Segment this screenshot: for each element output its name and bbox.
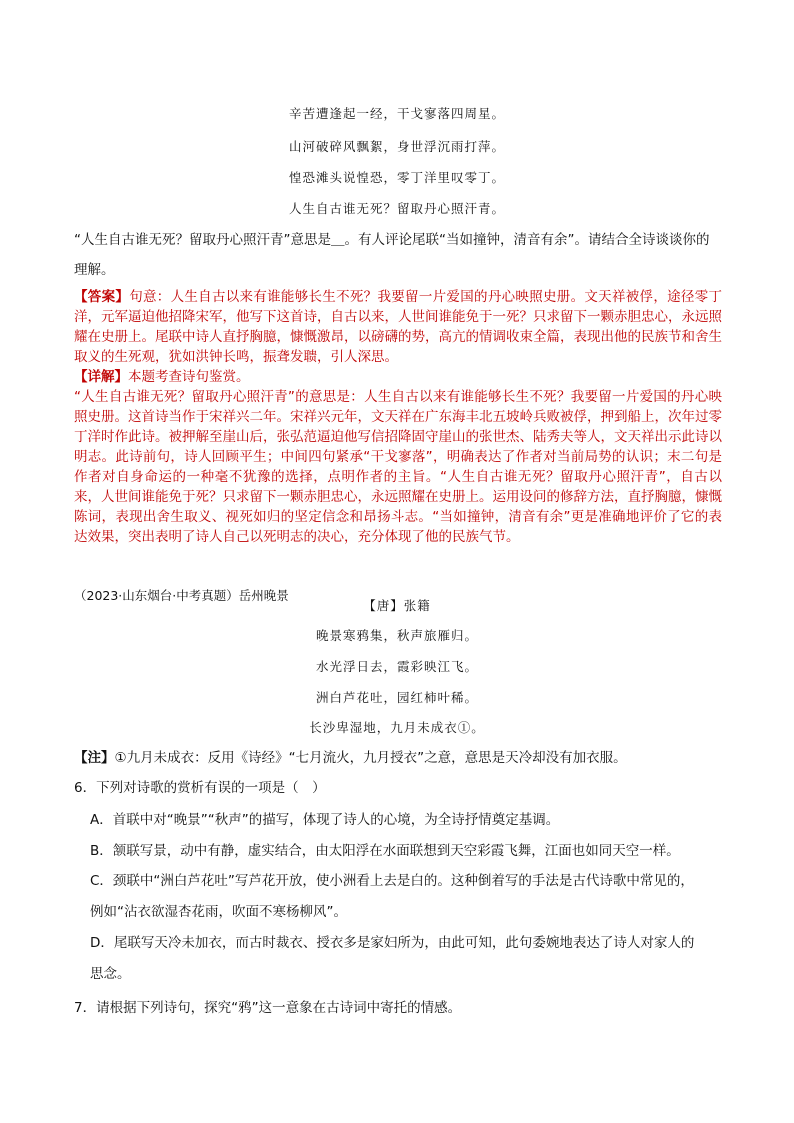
poem2-line-1: 晚景寒鸦集，秋声旅雁归。 [315, 628, 478, 643]
q6-option-d-line-2: 思念。 [90, 966, 131, 982]
poem2-author: 【唐】张籍 [363, 598, 431, 613]
detail-block [74, 367, 722, 547]
poem2-title: 岳州晚景 [238, 588, 289, 603]
detail-intro: 本题考查诗句鉴赏。 [128, 369, 250, 385]
answer-label: 【答案】 [74, 289, 130, 305]
q7-stem: 7．请根据下列诗句，探究“鸦”这一意象在古诗词中寄托的情感。 [74, 1000, 462, 1016]
question-text [74, 225, 722, 285]
answer-block [74, 287, 722, 367]
poem1-line-4: 人生自古谁无死？留取丹心照汗青。 [288, 201, 505, 216]
poem2-line-2: 水光浮日去，霞彩映江飞。 [315, 659, 478, 674]
source-prefix: （2023·山东烟台·中考真题） [74, 588, 239, 603]
question-line-1: “人生自古谁无死？留取丹心照汗青”意思是＿。有人评论尾联“当如撞钟，清音有余”。请结合全诗谈谈你的 [74, 232, 710, 248]
detail-label: 【详解】 [74, 369, 128, 385]
poem1-line-3: 惶恐滩头说惶恐，零丁洋里叹零丁。 [288, 170, 505, 185]
poem1-line-1: 辛苦遭逢起一经，干戈寥落四周星。 [288, 106, 505, 121]
answer-text: 句意：人生自古以来有谁能够长生不死？我要留一片爱国的丹心映照史册。文天祥被俘，途径零丁洋，元军逼迫他招降宋军，他写下这首诗，自古以来，人世间谁能免于一死？只求留下一颗赤胆忠心，永远照耀在史册上。尾联中诗人直抒胸臆，慷慨激昂，以磅礴的势，高亢的情调收束全篇，表现出他的民族节和舍生取义的生死观，犹如洪钟长鸣，振聋发聩，引人深思。 [74, 289, 723, 365]
poem1-line-2: 山河破碎风飘絮，身世浮沉雨打萍。 [288, 139, 505, 154]
q6-option-c-line-2: 例如“沾衣欲湿杏花雨，吹面不寒杨柳风”。 [90, 904, 347, 920]
detail-text: “人生自古谁无死？留取丹心照汗青”的意思是：人生自古以来有谁能够长生不死？我要留一片爱国的丹心映照史册。这首诗当作于宋祥兴二年。宋祥兴元年，文天祥在广东海丰北五坡岭兵败被俘，押到船上，次年过零丁洋时作此诗。被押解至崖山后，张弘范逼迫他写信招降固守崖山的张世杰、陆秀夫等人，文天祥出示此诗以明志。此诗前句，诗人回顾平生；中间四句紧承“干戈寥落”，明确表达了作者对当前局势的认识；末二句是作者对自身命运的一种毫不犹豫的选择，点明作者的主旨。“人生自古谁无死？留取丹心照汗青”，自古以来，人世间谁能免于死？只求留下一颗赤胆忠心，永远照耀在史册上。运用设问的修辞方法，直抒胸臆，慷慨陈词，表现出舍生取义、视死如归的坚定信念和昂扬斗志。“当如撞钟，清音有余”更是准确地评价了它的表达效果，突出表明了诗人自己以死明志的决心，充分体现了他的民族气节。 [74, 389, 722, 545]
q6-stem: 6．下列对诗歌的赏析有误的一项是（ ） [74, 780, 326, 796]
poem2-line-4: 长沙卑湿地，九月未成衣①。 [309, 720, 485, 735]
q6-option-d-line-1: D．尾联写天冷未加衣，而古时裁衣、授衣多是家妇所为，由此可知，此句委婉地表达了诗人对家人的 [90, 935, 695, 951]
note-label: 【注】 [74, 750, 115, 766]
q6-option-c-line-1: C．颈联中“洲白芦花吐”写芦花开放，使小洲看上去是白的。这种倒着写的手法是古代诗歌中常见的， [90, 873, 694, 889]
note-block [74, 743, 722, 773]
question-line-2: 理解。 [74, 262, 115, 278]
q6-option-a: A．首联中对“晚景”“秋声”的描写，体现了诗人的心境，为全诗抒情奠定基调。 [90, 812, 560, 828]
poem2-line-3: 洲白芦花吐，园红柿叶稀。 [315, 690, 478, 705]
note-text: ①九月未成衣：反用《诗经》“七月流火，九月授衣”之意，意思是天冷却没有加衣服。 [114, 750, 627, 766]
q6-option-b: B．颔联写景，动中有静，虚实结合，由太阳浮在水面联想到天空彩霞飞舞，江面也如同天空一样。 [90, 843, 680, 859]
